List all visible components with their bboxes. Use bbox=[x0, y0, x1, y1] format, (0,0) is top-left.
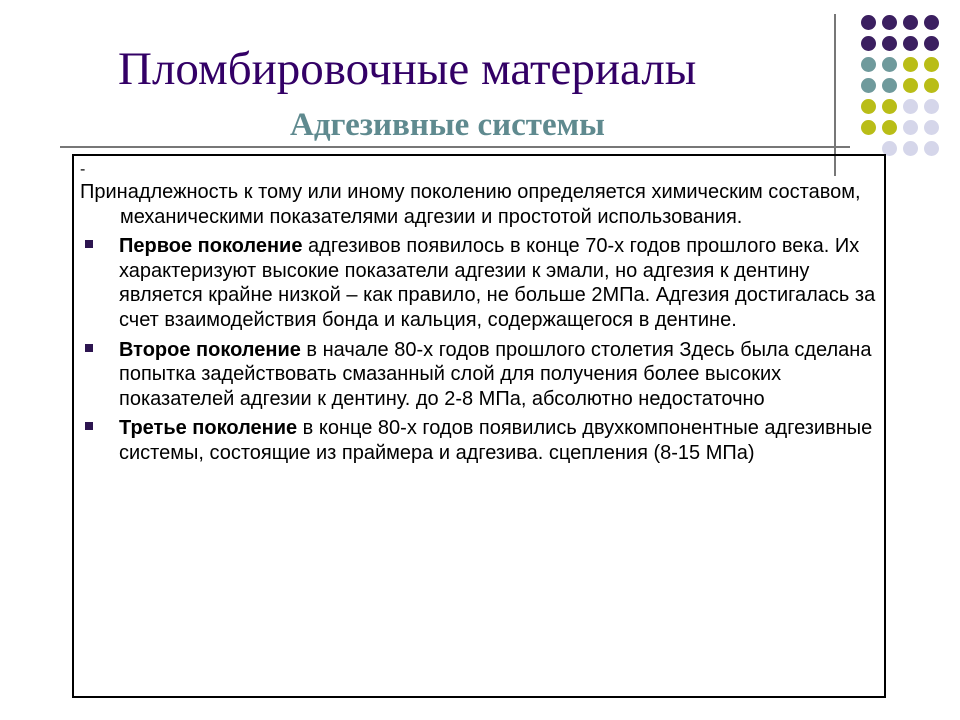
decorative-dot bbox=[924, 141, 939, 156]
decorative-dot bbox=[903, 78, 918, 93]
bullet-text: в конце 80-х годов появились двухкомпонентные адгезивные системы, состоящие из праймера и адгезива. сцепления (8-15 МПа) bbox=[119, 417, 873, 464]
decorative-dot bbox=[924, 99, 939, 114]
decorative-dot bbox=[882, 99, 897, 114]
dash-line: - bbox=[80, 161, 86, 178]
decorative-dot bbox=[903, 57, 918, 72]
square-bullet-icon bbox=[85, 344, 93, 352]
decorative-dot bbox=[861, 36, 876, 51]
decorative-dot bbox=[882, 78, 897, 93]
decorative-dot bbox=[861, 120, 876, 135]
decorative-dot bbox=[903, 141, 918, 156]
bullet-text: в начале 80-х годов прошлого столетия Здесь была сделана попытка задействовать смазанный слой для получения более высоких показателей адгезии к дентину. до 2-8 МПа, абсолютно недостаточно bbox=[119, 338, 872, 410]
decorative-dot bbox=[903, 36, 918, 51]
decorative-dot bbox=[924, 15, 939, 30]
decorative-dot bbox=[924, 36, 939, 51]
decorative-dot bbox=[903, 15, 918, 30]
slide-title: Пломбировочные материалы bbox=[118, 43, 697, 95]
bullet-item-third-generation bbox=[80, 416, 880, 465]
bullet-item-first-generation bbox=[80, 234, 880, 332]
bullet-heading: Первое поколение bbox=[119, 235, 303, 258]
bullet-heading: Третье поколение bbox=[119, 417, 298, 440]
decorative-dot bbox=[882, 57, 897, 72]
square-bullet-icon bbox=[85, 240, 93, 248]
bullet-item-second-generation bbox=[80, 338, 880, 412]
decorative-dot bbox=[903, 99, 918, 114]
bullet-heading: Второе поколение bbox=[119, 338, 301, 361]
intro-paragraph: Принадлежность к тому или иному поколению определяется химическим составом, механическими показателями адгезии и простотой использования. bbox=[80, 181, 861, 228]
decorative-dot bbox=[861, 57, 876, 72]
content-text bbox=[80, 160, 880, 471]
decorative-dot bbox=[861, 99, 876, 114]
square-bullet-icon bbox=[85, 422, 93, 430]
decorative-dot bbox=[882, 15, 897, 30]
decorative-dot bbox=[924, 57, 939, 72]
slide-subtitle: Адгезивные системы bbox=[290, 107, 605, 143]
decorative-dot bbox=[861, 15, 876, 30]
decorative-dot bbox=[882, 36, 897, 51]
bullet-text: адгезивов появилось в конце 70-х годов прошлого века. Их характеризуют высокие показатели адгезии к эмали, но адгезия к дентину является крайне низкой – как правило, не больше 2МПа. Адгезия достигалась за счет взаимодействия бонда и кальция, содержащегося в дентине. bbox=[119, 235, 876, 331]
decorative-dot bbox=[924, 78, 939, 93]
decorative-dot bbox=[903, 120, 918, 135]
decorative-dot bbox=[924, 120, 939, 135]
decorative-dot bbox=[861, 78, 876, 93]
decorative-dot bbox=[882, 120, 897, 135]
